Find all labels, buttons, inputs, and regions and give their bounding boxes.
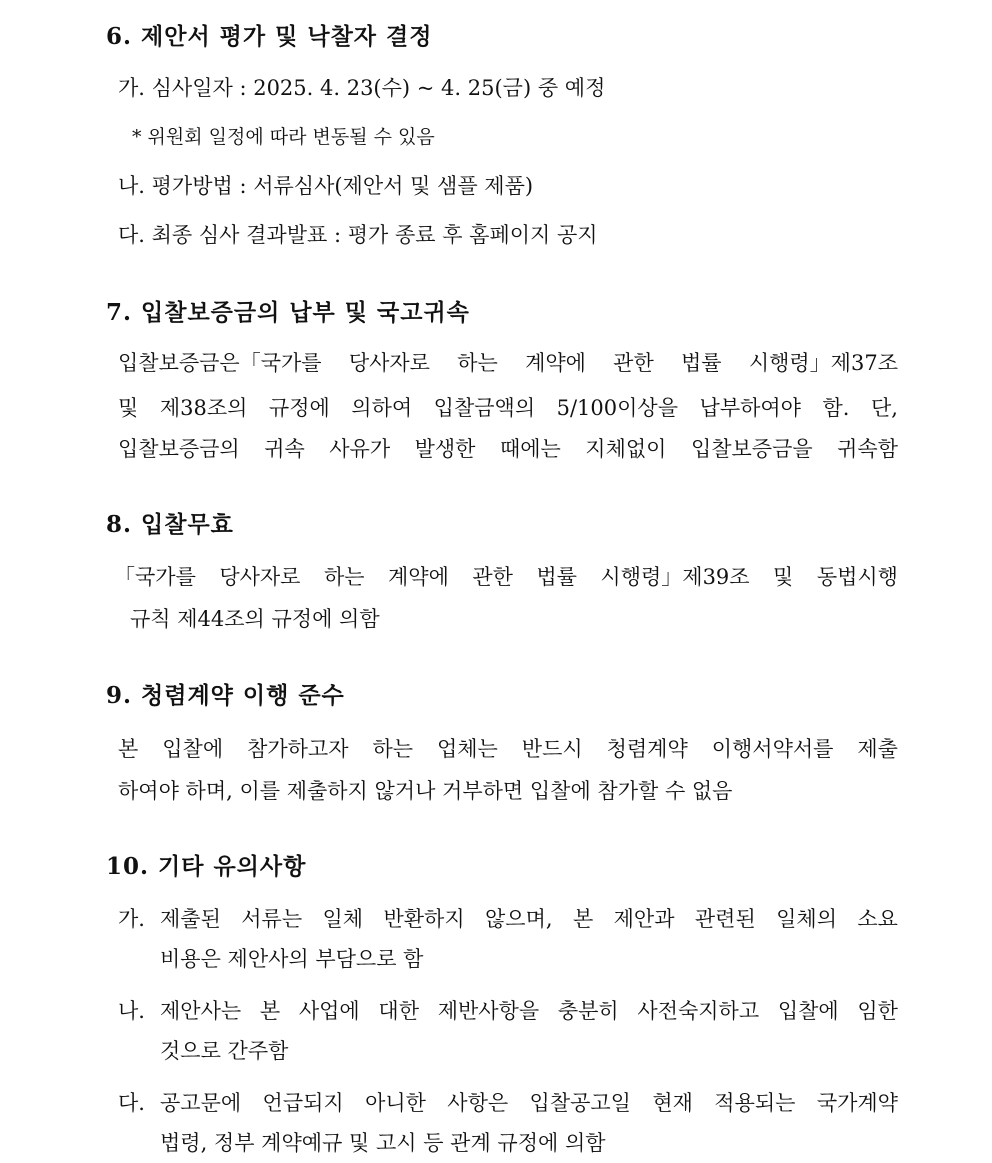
section-heading-8: 8. 입찰무효	[106, 511, 234, 538]
section-10-item-ga-line-1-word: 제출된	[160, 907, 221, 931]
section-7-line-1	[118, 347, 898, 377]
section-10-item-ga-line-2: 비용은 제안사의 부담으로 함	[160, 947, 424, 971]
section-8-line-1-word: 동법시행	[816, 565, 898, 589]
section-9-line-1-word: 본	[118, 737, 139, 761]
section-7-line-2-word: 단,	[870, 396, 898, 420]
section-7-line-2-word: 납부하여야	[699, 396, 801, 420]
section-7-line-1-word: 시행령」제37조	[748, 351, 898, 375]
section-heading-7: 7. 입찰보증금의 납부 및 국고귀속	[106, 299, 470, 326]
section-6-item-ga: 가. 심사일자 : 2025. 4. 23(수) ~ 4. 25(금) 중 예정	[118, 76, 606, 100]
section-10-item-na-line-1-word: 임한	[857, 999, 898, 1023]
section-10-item-na-line-1-word: 사업에	[298, 999, 360, 1023]
section-10-item-na-line-1	[160, 995, 898, 1025]
section-9-line-1-word: 이행서약서를	[711, 737, 834, 761]
section-10-item-na-line-1-word: 제반사항을	[437, 999, 540, 1023]
section-6-note: * 위원회 일정에 따라 변동될 수 있음	[132, 126, 435, 148]
section-8-line-1-word: 「국가를	[114, 565, 196, 589]
section-7-line-1-word: 계약에	[525, 351, 586, 375]
section-10-item-na-line-1-word: 제안사는	[160, 999, 242, 1023]
section-9-line-1	[118, 733, 898, 763]
section-10-item-ga-marker: 가.	[118, 907, 145, 931]
section-7-line-1-word: 입찰보증금은「국가를	[118, 351, 322, 375]
section-7-line-2-word: 5/100이상을	[556, 396, 679, 420]
section-7-line-2-word: 함.	[822, 396, 850, 420]
section-heading-9: 9. 청렴계약 이행 준수	[106, 682, 345, 709]
section-10-item-ga-line-1-word: 서류는	[241, 907, 303, 931]
section-7-line-3-word: 입찰보증금을	[690, 437, 813, 461]
section-10-item-da-marker: 다.	[118, 1091, 145, 1115]
section-8-line-1-word: 하는	[323, 565, 365, 589]
section-10-item-ga-line-1-word: 소요	[857, 907, 898, 931]
section-10-item-na-marker: 나.	[118, 999, 145, 1023]
section-heading-10: 10. 기타 유의사항	[106, 853, 307, 880]
section-10-item-ga-line-1-word: 관련된	[694, 907, 756, 931]
section-6-item-na: 나. 평가방법 : 서류심사(제안서 및 샘플 제품)	[118, 174, 534, 198]
section-10-item-da-line-1-word: 현재	[652, 1091, 693, 1115]
section-7-line-2-word: 제38조의	[159, 396, 248, 420]
section-7-line-3-word: 지체없이	[585, 437, 667, 461]
section-9-line-1-word: 반드시	[521, 737, 583, 761]
section-7-line-1-word: 법률	[681, 351, 722, 375]
section-7-line-3-word: 귀속	[264, 437, 305, 461]
section-7-line-3-word: 발생한	[414, 437, 476, 461]
section-7-line-2-word: 의하여	[351, 396, 413, 420]
section-10-item-na-line-1-word: 충분히	[557, 999, 619, 1023]
section-8-line-1-word: 관한	[472, 565, 513, 589]
section-10-item-da-line-1-word: 입찰공고일	[529, 1091, 631, 1115]
section-10-item-da-line-2: 법령, 정부 계약예규 및 고시 등 관계 규정에 의함	[160, 1131, 606, 1155]
section-9-line-1-word: 하는	[372, 737, 414, 761]
section-6-item-da: 다. 최종 심사 결과발표 : 평가 종료 후 홈페이지 공지	[118, 223, 598, 247]
section-7-line-1-word: 당사자로	[348, 351, 430, 375]
section-10-item-ga-line-1-word: 본	[572, 907, 594, 931]
section-10-item-ga-line-1-word: 일체의	[776, 907, 837, 931]
section-10-item-ga-line-1-word: 일체	[322, 907, 364, 931]
section-9-line-1-word: 청렴계약	[606, 737, 688, 761]
section-9-line-1-word: 입찰에	[162, 737, 224, 761]
section-7-line-2-word: 규정에	[268, 396, 330, 420]
section-heading-6: 6. 제안서 평가 및 낙찰자 결정	[106, 23, 433, 50]
section-8-line-1	[114, 561, 898, 591]
section-10-item-da-line-1-word: 적용되는	[714, 1091, 796, 1115]
section-8-line-1-word: 법률	[536, 565, 577, 589]
section-8-line-1-word: 당사자로	[219, 565, 301, 589]
section-10-item-ga-line-1-word: 않으며,	[485, 907, 553, 931]
section-10-item-ga-line-1-word: 제안과	[613, 907, 675, 931]
section-10-item-da-line-1-word: 사항은	[447, 1091, 509, 1115]
section-7-line-3-word: 사유가	[329, 437, 391, 461]
section-7-line-2-word: 및	[118, 396, 139, 420]
section-10-item-na-line-1-word: 입찰에	[777, 999, 839, 1023]
section-7-line-1-word: 하는	[457, 351, 498, 375]
section-10-item-na-line-1-word: 대한	[378, 999, 419, 1023]
section-9-line-1-word: 업체는	[436, 737, 498, 761]
section-9-line-1-word: 제출	[857, 737, 898, 761]
section-8-line-2: 규칙 제44조의 규정에 의함	[130, 607, 380, 631]
section-10-item-da-line-1-word: 공고문에	[160, 1091, 242, 1115]
section-8-line-1-word: 및	[773, 565, 794, 589]
section-7-line-3-word: 때에는	[499, 437, 561, 461]
section-9-line-1-word: 참가하고자	[247, 737, 349, 761]
section-10-item-ga-line-1-word: 반환하지	[383, 907, 465, 931]
section-10-item-na-line-1-word: 본	[259, 999, 281, 1023]
section-8-line-1-word: 계약에	[388, 565, 449, 589]
section-10-item-na-line-2: 것으로 간주함	[160, 1039, 289, 1063]
section-10-item-da-line-1	[160, 1087, 898, 1117]
section-7-line-3-word: 입찰보증금의	[118, 437, 240, 461]
section-10-item-da-line-1-word: 아니한	[365, 1091, 426, 1115]
section-10-item-na-line-1-word: 사전숙지하고	[637, 999, 760, 1023]
section-8-line-1-word: 시행령」제39조	[600, 565, 750, 589]
section-7-line-3	[118, 433, 898, 463]
section-7-line-2-word: 입찰금액의	[433, 396, 536, 420]
section-9-line-2: 하여야 하며, 이를 제출하지 않거나 거부하면 입찰에 참가할 수 없음	[118, 779, 733, 803]
section-10-item-da-line-1-word: 언급되지	[262, 1091, 344, 1115]
section-10-item-ga-line-1	[160, 903, 898, 933]
section-10-item-da-line-1-word: 국가계약	[816, 1091, 898, 1115]
section-7-line-3-word: 귀속함	[837, 437, 898, 461]
section-7-line-2	[118, 392, 898, 422]
section-7-line-1-word: 관한	[613, 351, 654, 375]
